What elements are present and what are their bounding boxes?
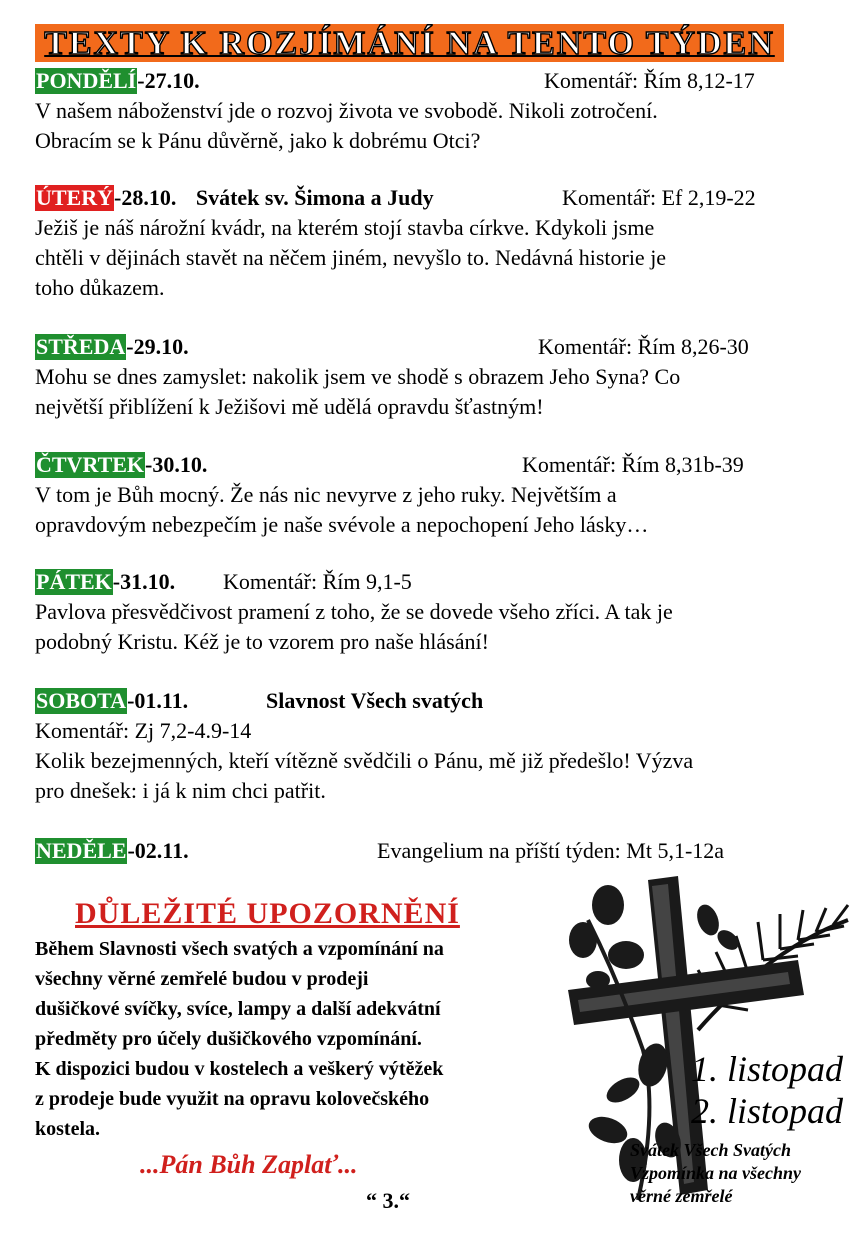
day-name: PONDĚLÍ <box>36 68 137 93</box>
day-commentary: Komentář: Řím 8,26-30 <box>538 334 749 359</box>
day-date: -30.10. <box>145 452 208 477</box>
day-commentary: Komentář: Řím 8,12-17 <box>544 68 755 93</box>
day-commentary: Komentář: Řím 8,31b-39 <box>522 452 744 477</box>
day-header <box>35 450 795 480</box>
day-name: PÁTEK <box>36 569 112 594</box>
day-text: V našem náboženství jde o rozvoj života ve svobodě. Nikoli zotročení. Obracím se k Pánu důvěrně, jako k dobrému Otci? <box>35 98 658 153</box>
day-date: -31.10. <box>112 569 176 594</box>
day-commentary: Komentář: Ef 2,19-22 <box>562 185 756 210</box>
day-text: V tom je Bůh mocný. Že nás nic nevyrve z jeho ruky. Největším a opravdovým nebezpečím je naše svévole a nepochopení Jeho lásky… <box>35 482 649 537</box>
day-text: Pavlova přesvědčivost pramení z toho, že se dovede všeho zříci. A tak je podobný Kristu. Kéž je to vzorem pro naše hlásání! <box>35 599 673 654</box>
day-name: ÚTERÝ <box>36 185 114 210</box>
day-feast: Svátek sv. Šimona a Judy <box>195 185 434 210</box>
notice-text: Během Slavnosti všech svatých a vzpomínání na všechny věrné zemřelé budou v prodeji dušičkové svíčky, svíce, lampy a další adekvátní předměty pro účely dušičkového vzpomínání. K dispozici budou v kostelech a veškerý výtěžek z prodeje bude využit na opravu kolovečského kostela. <box>35 938 444 1140</box>
day-name: STŘEDA <box>36 334 126 359</box>
image-caption: Svátek Všech Svatých Vzpomínka na všechny věrné zemřelé <box>630 1140 802 1206</box>
day-commentary: Komentář: Řím 9,1-5 <box>223 569 412 594</box>
page-number: “ 3.“ <box>366 1188 410 1213</box>
day-name: SOBOTA <box>36 688 127 713</box>
day-thursday <box>35 450 795 540</box>
day-date: -27.10. <box>137 68 200 93</box>
day-text: Ježiš je náš nárožní kvádr, na kterém stojí stavba církve. Kdykoli jsme chtěli v dějinách stavět na něčem jiném, nevyšlo to. Nedávná historie je toho důkazem. <box>35 215 667 300</box>
notice-title: DŮLEŽITÉ UPOZORNĚNÍ <box>75 897 460 930</box>
day-friday <box>35 567 795 657</box>
day-text: Mohu se dnes zamyslet: nakolik jsem ve shodě s obrazem Jeho Syna? Co největší přiblížení k Ježišovi mě udělá opravdu šťastným! <box>35 364 681 419</box>
day-tuesday <box>35 183 795 303</box>
day-saturday <box>35 686 795 806</box>
day-date: -29.10. <box>126 334 189 359</box>
page-title: TEXTY K ROZJÍMÁNÍ NA TENTO TÝDEN <box>44 25 775 62</box>
day-date: -28.10. <box>114 185 177 210</box>
day-header <box>35 567 795 597</box>
day-date: -02.11. <box>127 838 189 863</box>
day-header <box>35 66 795 96</box>
thanks-text: ...Pán Bůh Zaplať... <box>140 1150 358 1179</box>
day-name: NEDĚLE <box>36 838 127 863</box>
day-wednesday <box>35 332 795 422</box>
memorial-dates: 1. listopad 2. listopad <box>691 1049 844 1131</box>
day-monday <box>35 66 795 156</box>
day-feast: Slavnost Všech svatých <box>266 688 484 713</box>
day-commentary: Evangelium na příští týden: Mt 5,1-12a <box>377 838 725 863</box>
day-date: -01.11. <box>127 688 189 713</box>
day-commentary: Komentář: Zj 7,2-4.9-14 <box>35 718 252 743</box>
day-name: ČTVRTEK <box>36 452 145 477</box>
day-header <box>35 686 795 716</box>
day-text: Kolik bezejmenných, kteří vítězně svědčili o Pánu, mě již předešlo! Výzva pro dnešek: i já k nim chci patřit. <box>35 748 694 803</box>
day-header <box>35 183 795 213</box>
day-header <box>35 332 795 362</box>
page-title-banner <box>35 24 784 62</box>
